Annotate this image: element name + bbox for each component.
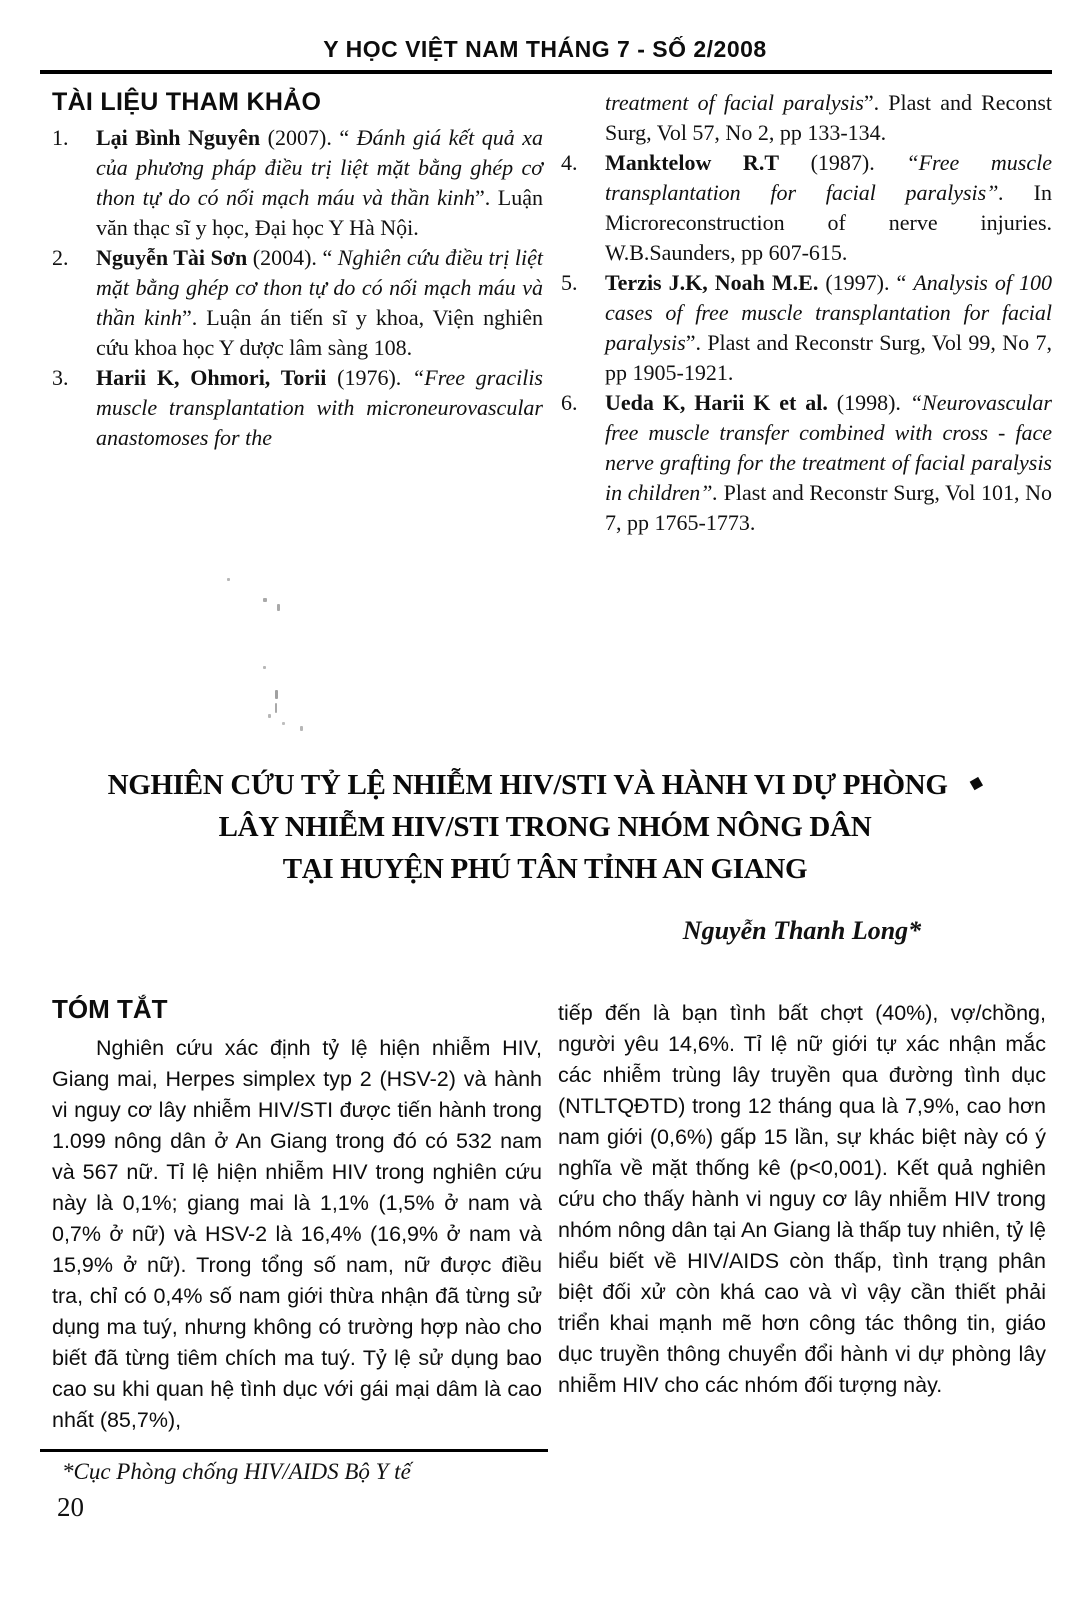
header-rule bbox=[40, 70, 1052, 74]
reference-text: Ueda K, Harii K et al. (1998). “Neurovascular free muscle transfer combined with cross - face nerve grafting for the treatment of facial paralysis in children”. Plast and Reconstr Surg, Vol 101, No 7, pp 1765-1773. bbox=[605, 390, 1052, 535]
scan-artifact bbox=[227, 578, 230, 581]
references-list-left bbox=[52, 123, 543, 453]
reference-item bbox=[561, 388, 1052, 538]
scan-artifact bbox=[282, 722, 285, 725]
references-list-right bbox=[561, 88, 1052, 538]
reference-item bbox=[561, 268, 1052, 388]
reference-item bbox=[561, 88, 1052, 148]
article-title bbox=[0, 762, 1090, 890]
article-title-line-2: LÂY NHIỄM HIV/STI TRONG NHÓM NÔNG DÂN bbox=[218, 811, 872, 843]
reference-number: 5. bbox=[561, 270, 578, 295]
abstract-heading: TÓM TẮT bbox=[52, 994, 168, 1024]
scan-artifact bbox=[263, 598, 267, 602]
reference-item bbox=[52, 243, 543, 363]
scan-artifact bbox=[300, 726, 303, 731]
reference-number: 3. bbox=[52, 365, 69, 390]
reference-number: 6. bbox=[561, 390, 578, 415]
reference-text: Lại Bình Nguyên (2007). “ Đánh giá kết quả xa của phương pháp điều trị liệt mặt bằng ghép cơ thon tự do có nối mạch máu và thần kinh”. Luận văn thạc sĩ y học, Đại học Y Hà Nội. bbox=[96, 125, 543, 240]
page-number: 20 bbox=[57, 1492, 84, 1522]
article-title-text-1: NGHIÊN CỨU TỶ LỆ NHIỄM HIV/STI VÀ HÀNH VI DỰ PHÒNG bbox=[107, 769, 948, 801]
reference-text: Terzis J.K, Noah M.E. (1997). “ Analysis of 100 cases of free muscle transplantation for facial paralysis”. Plast and Reconstr Surg, Vol 99, No 7, pp 1905-1921. bbox=[605, 270, 1053, 385]
references-section bbox=[52, 88, 1052, 538]
reference-item bbox=[52, 363, 543, 453]
article-title-line-3: TẠI HUYỆN PHÚ TÂN TỈNH AN GIANG bbox=[282, 853, 808, 885]
reference-number bbox=[561, 88, 605, 148]
journal-header: Y HỌC VIỆT NAM THÁNG 7 - SỐ 2/2008 bbox=[323, 36, 767, 62]
reference-item bbox=[52, 123, 543, 243]
references-heading: TÀI LIỆU THAM KHẢO bbox=[52, 88, 322, 116]
abstract-paragraph-right: tiếp đến là bạn tình bất chợt (40%), vợ/chồng, người yêu 14,6%. Tỉ lệ nữ giới tự xác nhận mắc các nhiễm trùng lây truyền qua đường tình dục (NTLTQĐTD) trong 12 tháng qua là 7,9%, cao hơn nam giới (0,6%) gấp 15 lần, sự khác biệt này có ý nghĩa về mặt thống kê (p<0,001). Kết quả nghiên cứu cho thấy hành vi nguy cơ lây nhiễm HIV trong nhóm nông dân tại An Giang là thấp tuy nhiên, tỷ lệ hiểu biết về HIV/AIDS còn thấp, tình trạng phân biệt đối xử còn khá cao và vì vậy cần thiết phải triển khai mạnh mẽ hơn công tác thông tin, giáo dục truyền thông chuyển đổi hành vi dự phòng lây nhiễm HIV cho các nhóm đối tượng này. bbox=[558, 1001, 1046, 1397]
reference-text: Harii K, Ohmori, Torii (1976). “Free gracilis muscle transplantation with microneurovascular anastomoses for the bbox=[96, 365, 543, 450]
references-column-left bbox=[52, 88, 543, 538]
affiliation-footnote: *Cục Phòng chống HIV/AIDS Bộ Y tế bbox=[62, 1459, 411, 1484]
article-title-line-1 bbox=[0, 762, 1090, 806]
reference-text: Nguyễn Tài Sơn (2004). “ Nghiên cứu điều trị liệt mặt bằng ghép cơ thon tự do có nối mạch máu và thần kinh”. Luận án tiến sĩ y khoa, Viện nghiên cứu khoa học Y dược lâm sàng 108. bbox=[96, 245, 543, 360]
reference-text: treatment of facial paralysis”. Plast and Reconst Surg, Vol 57, No 2, pp 133-134. bbox=[605, 90, 1052, 145]
reference-item bbox=[561, 148, 1052, 268]
author-name: Nguyễn Thanh Long* bbox=[682, 916, 922, 945]
scan-artifact bbox=[268, 714, 271, 718]
abstract-column-right bbox=[558, 998, 1046, 1401]
scan-artifact bbox=[275, 703, 277, 713]
reference-text: Manktelow R.T (1987). “Free muscle transplantation for facial paralysis”. In Microreconstruction of nerve injuries. W.B.Saunders, pp 607-615. bbox=[605, 150, 1052, 265]
scan-artifact bbox=[263, 666, 266, 669]
reference-number: 2. bbox=[52, 245, 69, 270]
footnote-rule bbox=[40, 1449, 548, 1452]
diamond-mark-icon: ◆ bbox=[967, 771, 985, 794]
reference-number: 1. bbox=[52, 125, 69, 150]
abstract-paragraph-left: Nghiên cứu xác định tỷ lệ hiện nhiễm HIV, Giang mai, Herpes simplex typ 2 (HSV-2) và hành vi nguy cơ lây nhiễm HIV/STI được tiến hành trong 1.099 nông dân ở An Giang trong đó có 532 nam và 567 nữ. Tỉ lệ hiện nhiễm HIV trong nghiên cứu này là 0,1%; giang mai là 1,1% (1,5% ở nam và 0,7% ở nữ) và HSV-2 là 16,4% (16,9% ở nam và 15,9% ở nữ). Trong tổng số nam, nữ được điều tra, chỉ có 0,4% số nam giới thừa nhận đã từng sử dụng ma tuý, nhưng không có trường hợp nào cho biết đã từng tiêm chích ma tuý. Tỷ lệ sử dụng bao cao su khi quan hệ tình dục với gái mại dâm là cao nhất (85,7%), bbox=[52, 1036, 542, 1432]
reference-number: 4. bbox=[561, 150, 578, 175]
references-column-right bbox=[561, 88, 1052, 538]
scan-artifact bbox=[277, 604, 280, 611]
abstract-column-left bbox=[52, 994, 542, 1436]
scan-artifact bbox=[275, 690, 278, 699]
